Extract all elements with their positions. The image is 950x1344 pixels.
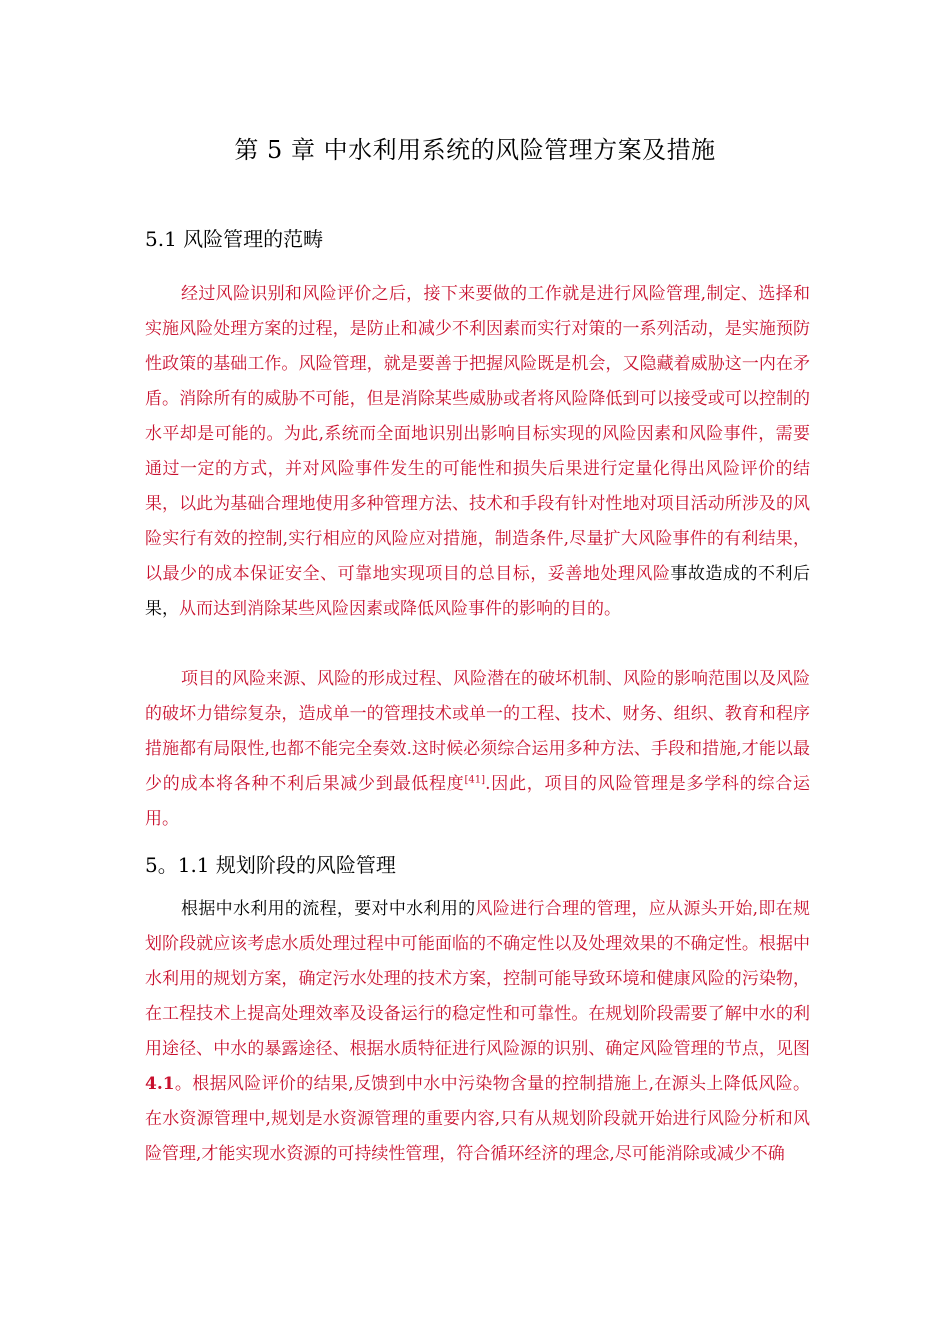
paragraph-text: 。根据风险评价的结果,反馈到中水中污染物含量的控制措施上,在源头上降低风险。在水资源管理中,规划是水资源管理的重要内容,只有从规划阶段就开始进行风险分析和风险管理,才能实现水资源的可持续性管理，符合循环经济的理念,尽可能消除或减少不确 xyxy=(145,1074,810,1164)
paragraph-planning-stage xyxy=(145,892,810,1172)
paragraph-risk-management-scope xyxy=(145,277,810,627)
paragraph-text-black: 根据中水利用的流程，要对中水利用的 xyxy=(181,899,476,919)
paragraph-text: 风险进行合理的管理，应从源头开始,即在规划阶段就应该考虑水质处理过程中可能面临的不确定性以及处理效果的不确定性。根据中水利用的规划方案，确定污水处理的技术方案，控制可能导致环境和健康风险的污染物，在工程技术上提高处理效率及设备运行的稳定性和可靠性。在规划阶段需要了解中水的利用途径、中水的暴露途径、根据水质特征进行风险源的识别、确定风险管理的节点，见图 xyxy=(145,899,811,1059)
section-heading-5-1-1: 5。1.1 规划阶段的风险管理 xyxy=(145,853,396,877)
figure-ref: 4.1 xyxy=(145,1074,175,1094)
paragraph-text: 经过风险识别和风险评价之后，接下来要做的工作就是进行风险管理,制定、选择和实施风险处理方案的过程，是防止和减少不利因素而实行对策的一系列活动，是实施预防性政策的基础工作。风险管理，就是要善于把握风险既是机会，又隐藏着威胁这一内在矛盾。消除所有的威胁不可能，但是消除某些威胁或者将风险降低到可以接受或可以控制的水平却是可能的。为此,系统而全面地识别出影响目标实现的风险因素和风险事件，需要通过一定的方式，并对风险事件发生的可能性和损失后果进行定量化得出风险评价的结果，以此为基础合理地使用多种管理方法、技术和手段有针对性地对项目活动所涉及的风险实行有效的控制,实行相应的风险应对措施，制造条件,尽量扩大风险事件的有利结果，以最少的成本保证安全、可靠地实现项目的总目标，妥善地处理风险 xyxy=(145,284,810,584)
paragraph-text: 项目的风险来源、风险的形成过程、风险潜在的破坏机制、风险的影响范围以及风险的破坏力错综复杂，造成单一的管理技术或单一的工程、技术、财务、组织、教育和程序措施都有局限性,也都不能完全奏效.这时候必须综合运用多种方法、手段和措施,才能以最少的成本将各种不利后果减少到最低程度 xyxy=(145,669,810,794)
paragraph-text-black: 事故造成的不利后果， xyxy=(145,564,811,619)
citation-ref: [41] xyxy=(464,774,486,786)
paragraph-text: 从而达到消除某些风险因素或降低风险事件的影响的目的。 xyxy=(179,599,621,619)
paragraph-risk-sources xyxy=(145,662,810,837)
chapter-title: 第 5 章 中水利用系统的风险管理方案及措施 xyxy=(234,136,716,164)
paragraph-text: .因此，项目的风险管理是多学科的综合运用。 xyxy=(145,774,810,829)
section-heading-5-1: 5.1 风险管理的范畴 xyxy=(145,227,324,251)
